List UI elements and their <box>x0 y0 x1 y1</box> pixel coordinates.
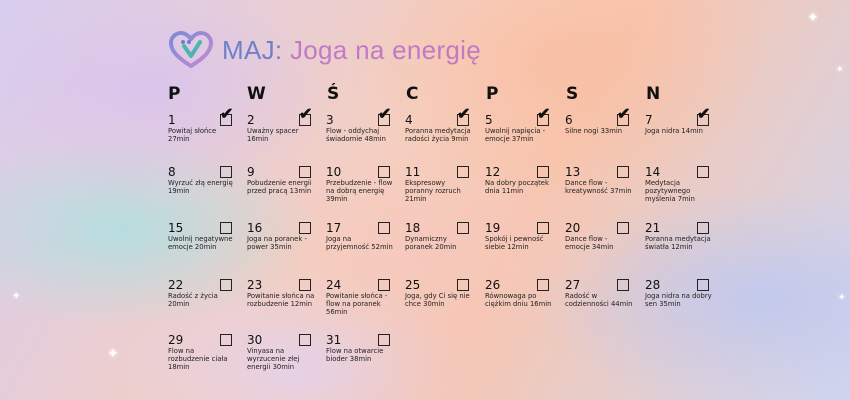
session-label: Na dobry początek dnia 11min <box>485 179 549 196</box>
day-number: 27 <box>565 278 581 292</box>
session-label: Powitaj słońce 27min <box>168 127 217 144</box>
calendar-day-cell <box>168 221 233 275</box>
calendar-day-cell <box>168 165 233 219</box>
day-number: 14 <box>645 165 661 179</box>
session-label: Dance flow - kreatywność 37min <box>565 179 632 196</box>
day-checkbox[interactable] <box>378 106 392 126</box>
day-checkbox[interactable] <box>220 334 232 346</box>
calendar-day-cell <box>565 278 633 332</box>
checkmark-icon: ✔ <box>617 106 631 123</box>
calendar-day-cell <box>247 333 309 387</box>
app-header <box>168 30 481 70</box>
day-number: 29 <box>168 333 184 347</box>
day-checkbox[interactable] <box>697 106 711 126</box>
calendar-day-cell <box>645 221 711 275</box>
day-checkbox[interactable] <box>617 222 629 234</box>
calendar-day-cell <box>645 106 711 167</box>
session-label: Uwolnij napięcia - emocje 37min <box>485 127 546 144</box>
day-checkbox[interactable] <box>697 222 709 234</box>
checkmark-icon: ✔ <box>697 106 711 123</box>
sparkle-icon: ✦ <box>836 64 844 74</box>
calendar-day-cell <box>485 165 547 219</box>
day-number: 26 <box>485 278 501 292</box>
day-number: 9 <box>247 165 255 179</box>
weekday-label: N <box>646 84 661 104</box>
calendar-day-cell <box>168 278 230 332</box>
day-number: 25 <box>405 278 421 292</box>
day-checkbox[interactable] <box>299 334 311 346</box>
day-number: 4 <box>405 113 413 127</box>
day-checkbox[interactable] <box>617 106 631 126</box>
checkmark-icon: ✔ <box>220 106 234 123</box>
heart-logo-icon <box>168 30 214 70</box>
day-checkbox[interactable] <box>299 166 311 178</box>
session-label: Poranna medytacja radości życia 9min <box>405 127 471 144</box>
session-label: Powitanie słońca - flow na poranek 56min <box>326 292 388 317</box>
session-label: Dance flow - emocje 34min <box>565 235 614 252</box>
day-checkbox[interactable] <box>299 279 311 291</box>
session-label: Dynamiczny poranek 20min <box>405 235 457 252</box>
session-label: Flow na otwarcie bioder 38min <box>326 347 384 364</box>
day-number: 17 <box>326 221 342 235</box>
session-label: Radość z życia 20min <box>168 292 218 309</box>
weekday-label: C <box>406 84 419 104</box>
calendar-day-cell <box>247 106 313 167</box>
weekday-label: P <box>486 84 499 104</box>
calendar-day-cell <box>168 333 230 387</box>
calendar-day-cell <box>326 165 393 219</box>
page-title <box>222 35 481 66</box>
weekday-label: S <box>566 84 579 104</box>
session-label: Uwolnij negatywne emocje 20min <box>168 235 233 252</box>
day-checkbox[interactable] <box>457 279 469 291</box>
calendar-day-cell <box>326 221 393 275</box>
day-checkbox[interactable] <box>617 166 629 178</box>
day-number: 1 <box>168 113 176 127</box>
session-label: Radość w codzienności 44min <box>565 292 633 309</box>
calendar-day-cell <box>405 221 467 275</box>
session-label: Uważny spacer 16min <box>247 127 299 144</box>
day-number: 2 <box>247 113 255 127</box>
day-checkbox[interactable] <box>220 106 234 126</box>
calendar-day-cell <box>565 106 631 167</box>
session-label: Powitanie słońca na rozbudzenie 12min <box>247 292 315 309</box>
day-checkbox[interactable] <box>378 222 390 234</box>
day-number: 8 <box>168 165 176 179</box>
session-label: Wyrzuć złą energię 19min <box>168 179 233 196</box>
session-label: Joga na przyjemność 52min <box>326 235 393 252</box>
checkmark-icon: ✔ <box>457 106 471 123</box>
day-checkbox[interactable] <box>697 279 709 291</box>
sparkle-icon: ✦ <box>12 291 21 302</box>
day-checkbox[interactable] <box>537 106 551 126</box>
day-number: 12 <box>485 165 501 179</box>
day-checkbox[interactable] <box>220 166 232 178</box>
day-number: 24 <box>326 278 342 292</box>
session-label: Vinyasa na wyrzucenie złej energii 30min <box>247 347 300 372</box>
weekday-label: W <box>247 84 266 104</box>
session-label: Joga nidra na dobry sen 35min <box>645 292 712 309</box>
session-label: Przebudzenie - flow na dobrą energię 39min <box>326 179 393 204</box>
calendar-day-cell <box>405 165 467 219</box>
calendar-day-cell <box>247 221 309 275</box>
sparkle-icon: ✦ <box>107 345 119 361</box>
calendar-day-cell <box>645 165 707 219</box>
day-checkbox[interactable] <box>220 279 232 291</box>
calendar-day-cell <box>247 278 315 332</box>
calendar-day-cell <box>405 278 470 332</box>
calendar-day-cell <box>405 106 471 167</box>
day-number: 30 <box>247 333 263 347</box>
session-label: Joga, gdy Ci się nie chce 30min <box>405 292 470 309</box>
day-checkbox[interactable] <box>457 222 469 234</box>
day-checkbox[interactable] <box>617 279 629 291</box>
calendar-day-cell <box>565 165 632 219</box>
session-label: Silne nogi 33min <box>565 127 623 135</box>
session-label: Ekspresowy poranny rozruch 21min <box>405 179 461 204</box>
day-number: 22 <box>168 278 184 292</box>
day-number: 11 <box>405 165 421 179</box>
day-number: 7 <box>645 113 653 127</box>
session-label: Joga na poranek - power 35min <box>247 235 307 252</box>
weekday-label: Ś <box>327 84 340 104</box>
sparkle-icon: ✦ <box>838 292 846 302</box>
calendar-day-cell <box>168 106 234 167</box>
calendar-day-cell <box>326 333 388 387</box>
day-checkbox[interactable] <box>299 106 313 126</box>
day-number: 6 <box>565 113 573 127</box>
session-label: Joga nidra 14min <box>645 127 703 135</box>
calendar-day-cell <box>326 278 388 332</box>
day-checkbox[interactable] <box>378 334 390 346</box>
day-checkbox[interactable] <box>697 166 709 178</box>
day-checkbox[interactable] <box>457 166 469 178</box>
calendar-day-cell <box>565 221 627 275</box>
sparkle-icon: ✦ <box>807 9 819 25</box>
day-number: 19 <box>485 221 501 235</box>
day-checkbox[interactable] <box>537 166 549 178</box>
day-number: 31 <box>326 333 342 347</box>
calendar-day-cell <box>645 278 712 332</box>
session-label: Spokój i pewność siebie 12min <box>485 235 544 252</box>
session-label: Pobudzenie energii przed pracą 13min <box>247 179 312 196</box>
day-number: 13 <box>565 165 581 179</box>
session-label: Flow na rozbudzenie ciała 18min <box>168 347 228 372</box>
day-checkbox[interactable] <box>457 106 471 126</box>
day-number: 15 <box>168 221 184 235</box>
day-checkbox[interactable] <box>378 166 390 178</box>
calendar-day-cell <box>247 165 312 219</box>
weekday-label: P <box>168 84 181 104</box>
session-label: Poranna medytacja światła 12min <box>645 235 711 252</box>
session-label: Równowaga po ciężkim dniu 16min <box>485 292 552 309</box>
day-number: 5 <box>485 113 493 127</box>
day-checkbox[interactable] <box>299 222 311 234</box>
checkmark-icon: ✔ <box>537 106 551 123</box>
calendar-day-cell <box>485 278 552 332</box>
day-number: 16 <box>247 221 263 235</box>
day-number: 21 <box>645 221 661 235</box>
day-number: 10 <box>326 165 342 179</box>
session-label: Medytacja pozytywnego myślenia 7min <box>645 179 695 204</box>
day-checkbox[interactable] <box>220 222 232 234</box>
calendar-day-cell <box>485 106 551 167</box>
day-number: 20 <box>565 221 581 235</box>
checkmark-icon: ✔ <box>299 106 313 123</box>
day-number: 18 <box>405 221 421 235</box>
calendar-day-cell <box>326 106 392 167</box>
calendar-day-cell <box>485 221 547 275</box>
title-text: Joga na energię <box>289 34 481 65</box>
day-checkbox[interactable] <box>378 279 390 291</box>
session-label: Flow - oddychaj świadomie 48min <box>326 127 386 144</box>
brand-name: MAJ: <box>222 34 283 65</box>
checkmark-icon: ✔ <box>378 106 392 123</box>
day-number: 28 <box>645 278 661 292</box>
day-checkbox[interactable] <box>537 279 549 291</box>
day-checkbox[interactable] <box>537 222 549 234</box>
day-number: 23 <box>247 278 263 292</box>
day-number: 3 <box>326 113 334 127</box>
